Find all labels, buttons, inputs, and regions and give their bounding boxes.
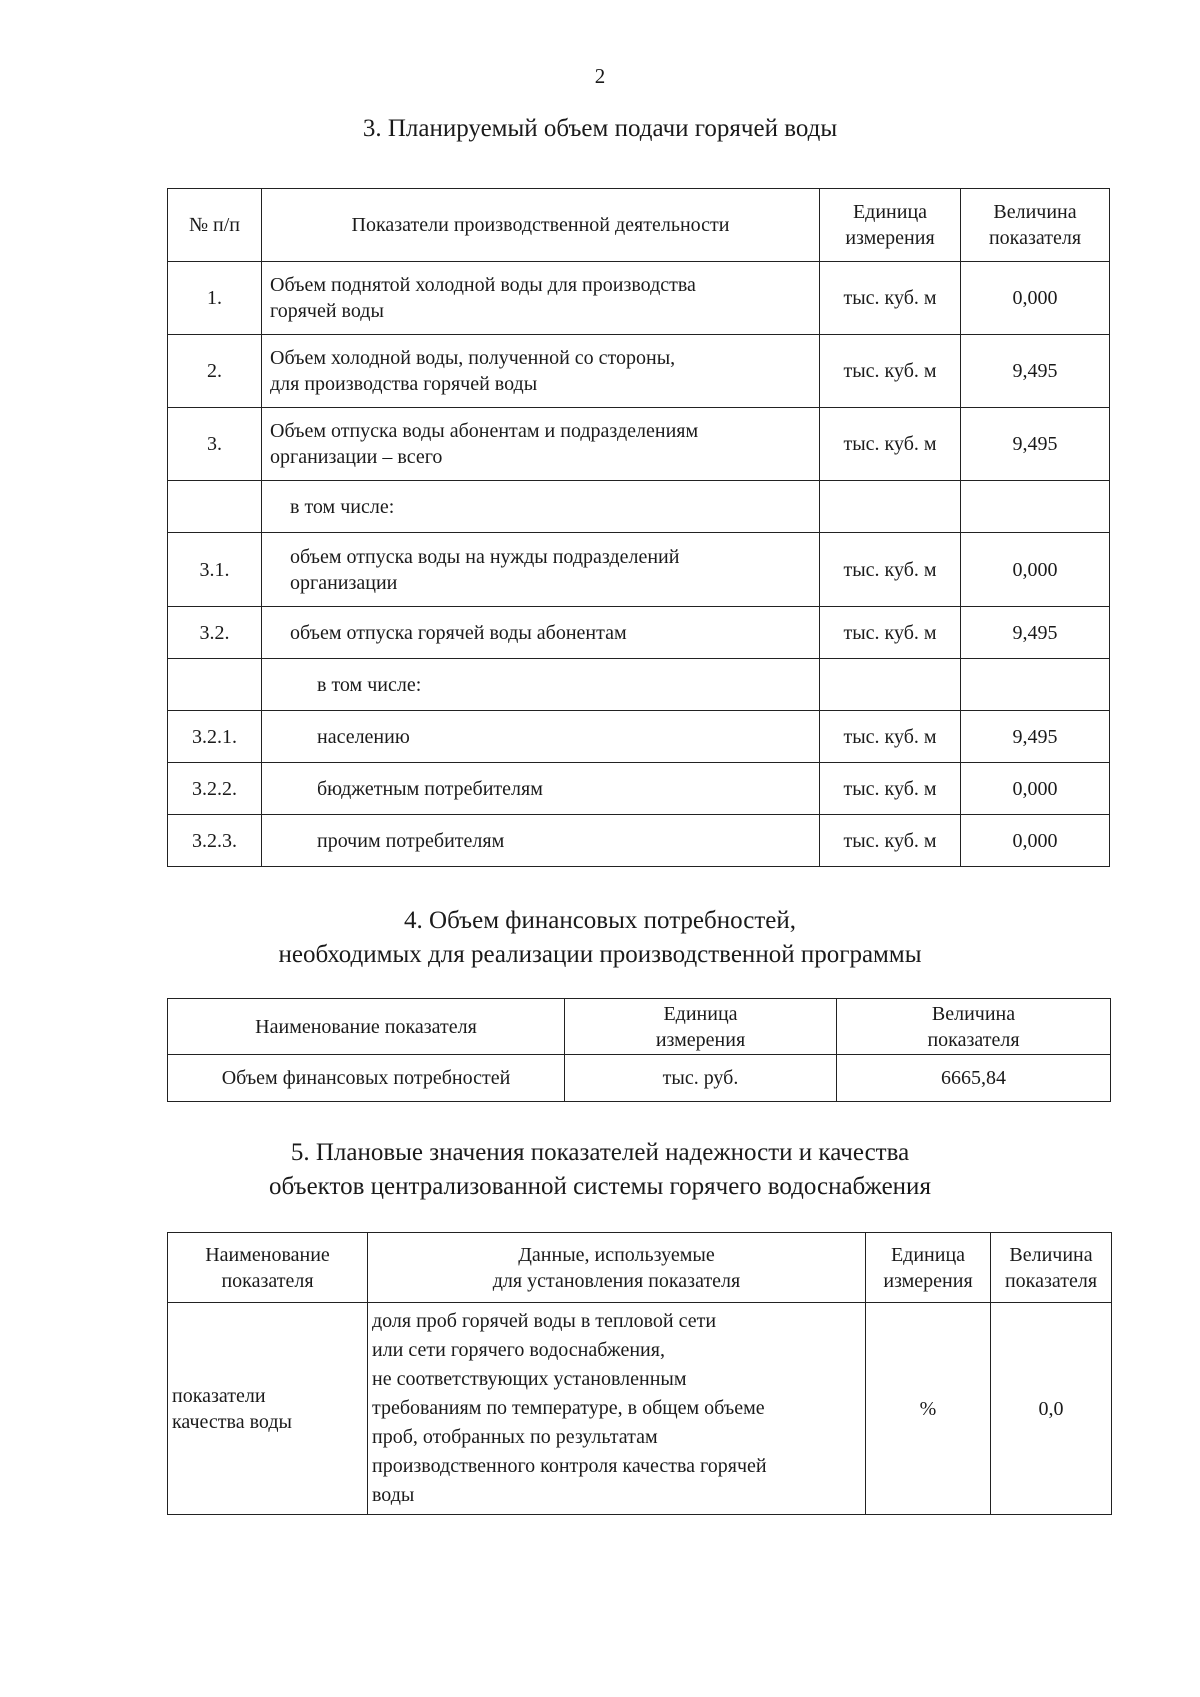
section4-title (0, 904, 1200, 972)
row-unit: тыс. куб. м (820, 262, 961, 335)
row-unit: % (866, 1303, 991, 1515)
header-value-line1: Величина (993, 201, 1077, 223)
header-value-line2: показателя (988, 227, 1082, 249)
row-indicator-line1: Объем холодной воды, полученной со стороны, (270, 347, 676, 369)
header-unit (820, 189, 961, 262)
section3-header-row (168, 189, 1110, 262)
header-value-line1: Величина (931, 1002, 1016, 1025)
row-data-line: доля проб горячей воды в тепловой сети (372, 1310, 717, 1332)
header-unit-line2: измерения (655, 1028, 746, 1051)
row-value (961, 481, 1110, 533)
header-unit-line1: Единица (663, 1002, 738, 1025)
section4-table (167, 998, 1111, 1102)
row-data-line: проб, отобранных по результатам (372, 1426, 658, 1448)
section5-title-line2: объектов централизованной системы горячего водоснабжения (269, 1173, 931, 1200)
section4-title-line1: 4. Объем финансовых потребностей, (404, 907, 796, 934)
table-row (168, 481, 1110, 533)
table-row (168, 262, 1110, 335)
table-row (168, 1055, 1111, 1102)
row-data-line: требованиям по температуре, в общем объеме (372, 1397, 765, 1419)
header-name-line2: показателя (221, 1269, 314, 1292)
row-indicator-line2: организации (290, 571, 398, 594)
table-row (168, 815, 1110, 867)
row-value: 0,000 (961, 815, 1110, 867)
section5-title-line1: 5. Плановые значения показателей надежности и качества (290, 1139, 910, 1166)
row-value: 0,000 (961, 533, 1110, 607)
page-number: 2 (594, 64, 606, 88)
row-num: 3.1. (168, 533, 262, 607)
row-num: 3.2.1. (168, 711, 262, 763)
table-row (168, 659, 1110, 711)
row-indicator-line1: объем отпуска воды на нужды подразделений (290, 545, 680, 568)
row-unit: тыс. куб. м (820, 815, 961, 867)
row-unit: тыс. куб. м (820, 607, 961, 659)
row-indicator: в том числе: (262, 481, 820, 533)
row-num: 3.2. (168, 607, 262, 659)
row-value: 9,495 (961, 408, 1110, 481)
row-data-line: воды (372, 1484, 415, 1506)
row-value: 9,495 (961, 711, 1110, 763)
row-value: 0,000 (961, 262, 1110, 335)
row-indicator: бюджетным потребителям (262, 763, 820, 815)
table-row (168, 408, 1110, 481)
row-indicator-line2: для производства горячей воды (270, 373, 538, 395)
header-indicator: Показатели производственной деятельности (262, 189, 820, 262)
row-indicator-line2: горячей воды (270, 300, 384, 322)
row-name-line2: качества воды (172, 1410, 292, 1433)
header-value (837, 999, 1111, 1055)
header-data-line1: Данные, используемые (518, 1243, 715, 1266)
header-name-line1: Наименование (205, 1243, 330, 1266)
row-num: 3.2.2. (168, 763, 262, 815)
row-indicator (262, 335, 820, 408)
row-unit: тыс. куб. м (820, 533, 961, 607)
header-num: № п/п (168, 189, 262, 262)
row-indicator: прочим потребителям (262, 815, 820, 867)
row-num (168, 659, 262, 711)
header-value-line2: показателя (927, 1028, 1020, 1051)
header-unit-line2: измерения (883, 1269, 973, 1292)
header-unit-line1: Единица (852, 201, 928, 223)
header-unit (565, 999, 837, 1055)
row-num: 3.2.3. (168, 815, 262, 867)
row-indicator: населению (262, 711, 820, 763)
row-data-line: или сети горячего водоснабжения, (372, 1339, 665, 1361)
row-num: 2. (168, 335, 262, 408)
header-value-line2: показателя (1004, 1269, 1098, 1292)
row-indicator-line2: организации – всего (270, 446, 443, 468)
row-unit (820, 481, 961, 533)
section3-table (167, 188, 1110, 867)
header-value (961, 189, 1110, 262)
header-unit-line2: измерения (845, 227, 935, 249)
row-num: 1. (168, 262, 262, 335)
row-data-line: не соответствующих установленным (372, 1368, 687, 1390)
row-value: 0,000 (961, 763, 1110, 815)
row-value (961, 659, 1110, 711)
table-row (168, 607, 1110, 659)
section5-header-row (168, 1233, 1112, 1303)
section5-title (0, 1136, 1200, 1204)
row-unit: тыс. куб. м (820, 408, 961, 481)
section3-title: 3. Планируемый объем подачи горячей воды (362, 115, 838, 142)
row-unit: тыс. руб. (565, 1055, 837, 1102)
header-name: Наименование показателя (168, 999, 565, 1055)
row-unit: тыс. куб. м (820, 763, 961, 815)
row-indicator (262, 262, 820, 335)
header-unit (866, 1233, 991, 1303)
row-value: 9,495 (961, 607, 1110, 659)
table-row (168, 763, 1110, 815)
row-indicator: в том числе: (262, 659, 820, 711)
table-row (168, 533, 1110, 607)
row-unit: тыс. куб. м (820, 711, 961, 763)
row-indicator (262, 408, 820, 481)
row-data-line: производственного контроля качества горячей (372, 1455, 767, 1477)
row-value: 9,495 (961, 335, 1110, 408)
row-value: 0,0 (991, 1303, 1112, 1515)
row-unit: тыс. куб. м (820, 335, 961, 408)
header-name (168, 1233, 368, 1303)
row-value: 6665,84 (837, 1055, 1111, 1102)
row-indicator-line1: Объем отпуска воды абонентам и подразделениям (270, 420, 699, 442)
row-name: Объем финансовых потребностей (168, 1055, 565, 1102)
table-row (168, 335, 1110, 408)
table-row (168, 1303, 1112, 1515)
row-indicator: объем отпуска горячей воды абонентам (262, 607, 820, 659)
section4-header-row (168, 999, 1111, 1055)
row-indicator (262, 533, 820, 607)
row-name-line1: показатели (172, 1384, 266, 1407)
row-data (368, 1303, 866, 1515)
section5-table (167, 1232, 1112, 1515)
row-indicator-line1: Объем поднятой холодной воды для производства (270, 274, 696, 296)
header-data-line2: для установления показателя (492, 1269, 741, 1292)
header-unit-line1: Единица (890, 1243, 966, 1266)
row-num (168, 481, 262, 533)
header-value-line1: Величина (1009, 1243, 1093, 1266)
row-unit (820, 659, 961, 711)
section4-title-line2: необходимых для реализации производственной программы (278, 941, 922, 968)
table-row (168, 711, 1110, 763)
row-name (168, 1303, 368, 1515)
row-num: 3. (168, 408, 262, 481)
header-value (991, 1233, 1112, 1303)
header-data (368, 1233, 866, 1303)
